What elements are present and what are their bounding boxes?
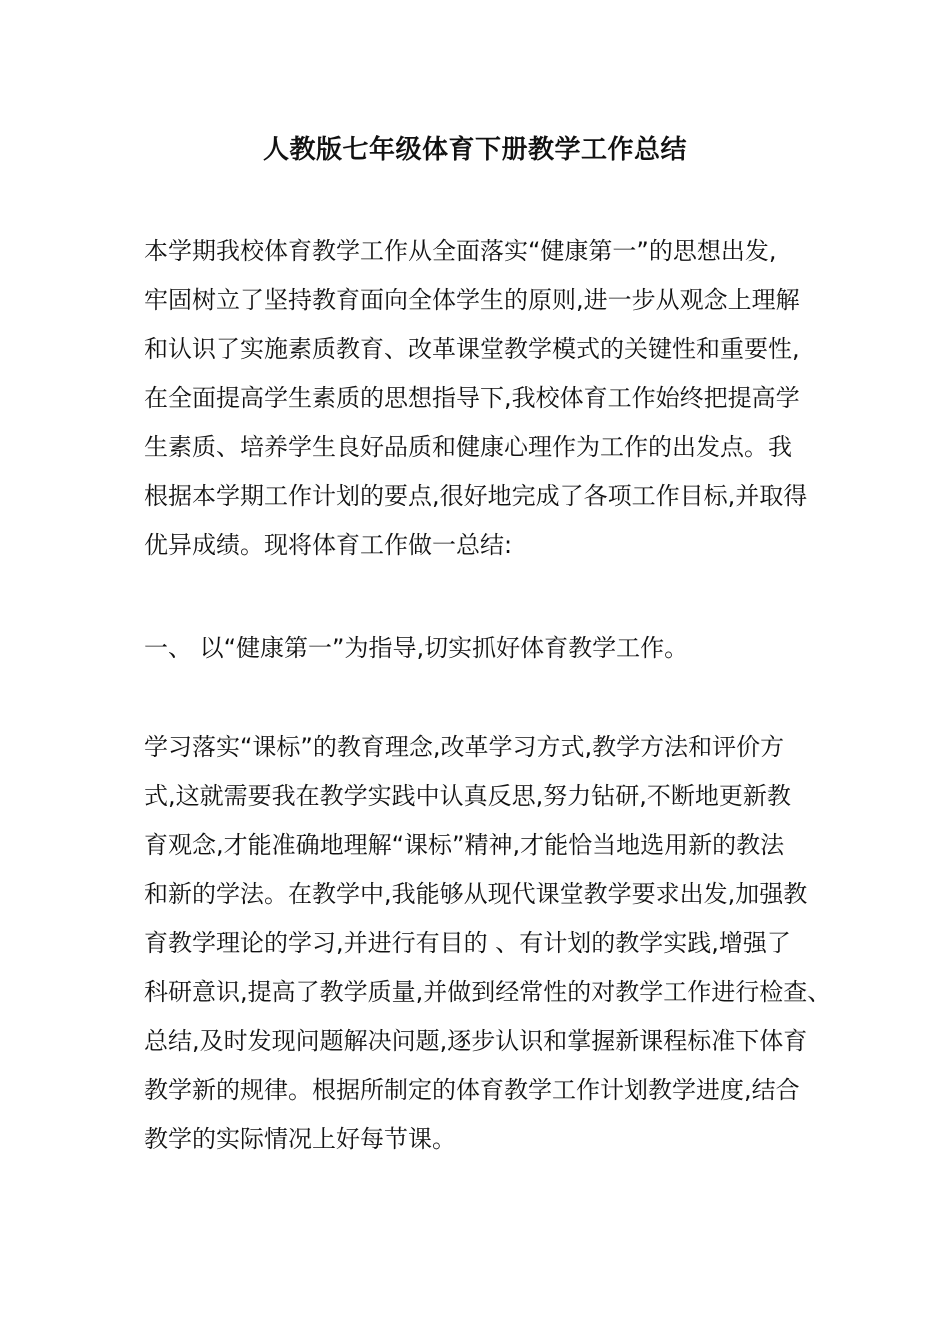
text-line: 牢固树立了坚持教育面向全体学生的原则,进一步从观念上理解 <box>144 286 800 314</box>
section-heading-text: 一、 以“健康第一”为指导,切实抓好体育教学工作。 <box>144 634 689 662</box>
text-line: 育教学理论的学习,并进行有目的 、有计划的教学实践,增强了 <box>144 929 791 957</box>
text-line: 在全面提高学生素质的思想指导下,我校体育工作始终把提高学 <box>144 384 800 412</box>
paragraph-section-1 <box>144 723 832 1164</box>
text-line: 教学的实际情况上好每节课。 <box>144 1125 456 1153</box>
text-line: 科研意识,提高了教学质量,并做到经常性的对教学工作进行检查、 <box>144 978 832 1006</box>
text-line: 生素质、培养学生良好品质和健康心理作为工作的出发点。我 <box>144 433 792 461</box>
document-title: 人教版七年级体育下册教学工作总结 <box>262 135 687 165</box>
text-line: 教学新的规律。根据所制定的体育教学工作计划教学进度,结合 <box>144 1076 800 1104</box>
text-line: 本学期我校体育教学工作从全面落实“健康第一”的思想出发, <box>144 237 777 265</box>
text-line: 根据本学期工作计划的要点,很好地完成了各项工作目标,并取得 <box>144 482 808 510</box>
text-line: 总结,及时发现问题解决问题,逐步认识和掌握新课程标准下体育 <box>144 1027 808 1055</box>
paragraph-intro <box>144 227 816 570</box>
text-line: 育观念,才能准确地理解“课标”精神,才能恰当地选用新的教法 <box>144 831 785 859</box>
text-line: 和认识了实施素质教育、改革课堂教学模式的关键性和重要性, <box>144 335 800 363</box>
section-heading <box>144 624 816 673</box>
text-line: 式,这就需要我在教学实践中认真反思,努力钻研,不断地更新教 <box>144 782 791 810</box>
text-line: 学习落实“课标”的教育理念,改革学习方式,教学方法和评价方 <box>144 733 785 761</box>
text-line: 和新的学法。在教学中,我能够从现代课堂教学要求出发,加强教 <box>144 880 808 908</box>
text-line: 优异成绩。现将体育工作做一总结: <box>144 531 513 559</box>
